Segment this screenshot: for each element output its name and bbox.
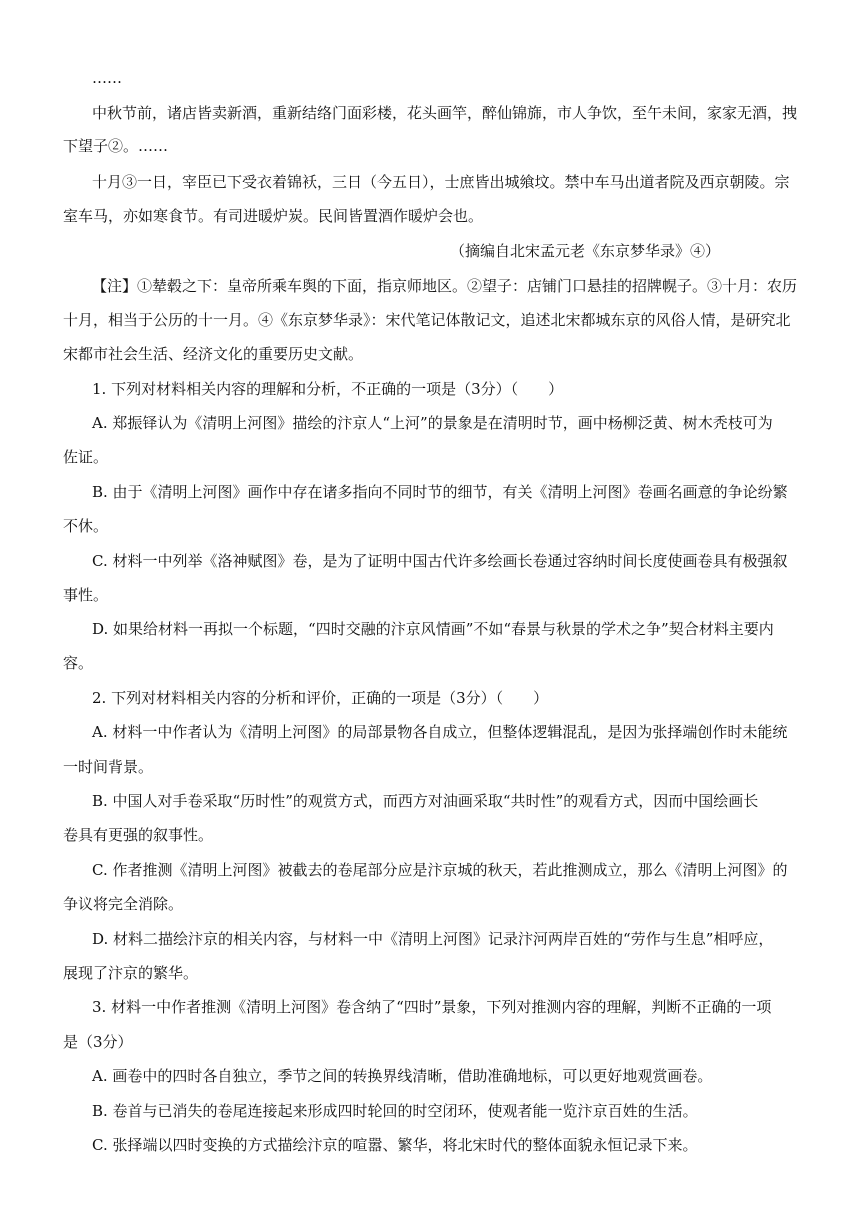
q3-option-b: B. 卷首与已消失的卷尾连接起来形成四时轮回的时空闭环，使观者能一览汴京百姓的生活。: [92, 1102, 698, 1120]
passage-ellipsis: ……: [92, 69, 122, 87]
q1-option-b-line-2: 不休。: [63, 517, 109, 535]
q1-option-a-line-1: A. 郑振铎认为《清明上河图》描绘的汴京人“上河”的景象是在清明时节，画中杨柳泛黄、树木秃枝可为: [92, 414, 773, 432]
notes-line-3: 宋都市社会生活、经济文化的重要历史文献。: [63, 345, 364, 363]
q1-option-d-line-1: D. 如果给材料一再拟一个标题，“四时交融的汴京风情画”不如“春景与秋景的学术之争”契合材料主要内: [92, 620, 774, 638]
q1-option-b-line-1: B. 由于《清明上河图》画作中存在诸多指向不同时节的细节，有关《清明上河图》卷画名画意的争论纷繁: [92, 483, 788, 501]
question-3-stem-line-1: 3. 材料一中作者推测《清明上河图》卷含纳了“四时”景象，下列对推测内容的理解，判断不正确的一项: [92, 998, 772, 1016]
notes-line-1: 【注】①辇毂之下：皇帝所乘车舆的下面，指京师地区。②望子：店铺门口悬挂的招牌幌子。③十月：农历: [92, 277, 798, 295]
q1-option-a-line-2: 佐证。: [63, 448, 109, 466]
q2-option-d-line-2: 展现了汴京的繁华。: [63, 964, 199, 982]
question-2-stem: 2. 下列对材料相关内容的分析和评价，正确的一项是（3分）（ ）: [92, 689, 549, 707]
passage-source: （摘编自北宋孟元老《东京梦华录》④）: [449, 242, 720, 260]
q2-option-a-line-2: 一时间背景。: [63, 758, 154, 776]
passage-mid-autumn-line-2: 下望子②。……: [63, 137, 169, 155]
q2-option-b-line-1: B. 中国人对手卷采取“历时性”的观赏方式，而西方对油画采取“共时性”的观看方式，因而中国绘画长: [92, 792, 759, 810]
q1-option-c-line-2: 事性。: [63, 586, 109, 604]
passage-tenth-month-line-1: 十月③一日，宰臣已下受衣着锦袄，三日（今五日），士庶皆出城飨坟。禁中车马出道者院及西京朝陵。宗: [92, 173, 790, 191]
passage-mid-autumn-line-1: 中秋节前，诸店皆卖新酒，重新结络门面彩楼，花头画竿，醉仙锦旆，市人争饮，至午未间，家家无酒，拽: [92, 104, 798, 122]
passage-tenth-month-line-2: 室车马，亦如寒食节。有司进暖炉炭。民间皆置酒作暖炉会也。: [63, 207, 484, 225]
q2-option-c-line-2: 争议将完全消除。: [63, 895, 184, 913]
q2-option-d-line-1: D. 材料二描绘汴京的相关内容，与材料一中《清明上河图》记录汴河两岸百姓的“劳作与生息”相呼应，: [92, 930, 774, 948]
q2-option-c-line-1: C. 作者推测《清明上河图》被截去的卷尾部分应是汴京城的秋天，若此推测成立，那么《清明上河图》的: [92, 861, 788, 879]
question-1-stem: 1. 下列对材料相关内容的理解和分析，不正确的一项是（3分）（ ）: [92, 380, 564, 398]
q1-option-d-line-2: 容。: [63, 654, 94, 672]
q2-option-b-line-2: 卷具有更强的叙事性。: [63, 826, 214, 844]
q2-option-a-line-1: A. 材料一中作者认为《清明上河图》的局部景物各自成立，但整体逻辑混乱，是因为张择端创作时未能统: [92, 723, 788, 741]
q3-option-c: C. 张择端以四时变换的方式描绘汴京的喧嚣、繁华，将北宋时代的整体面貌永恒记录下来。: [92, 1136, 698, 1154]
q1-option-c-line-1: C. 材料一中列举《洛神赋图》卷，是为了证明中国古代许多绘画长卷通过容纳时间长度使画卷具有极强叙: [92, 552, 788, 570]
q3-option-a: A. 画卷中的四时各自独立，季节之间的转换界线清晰，借助准确地标，可以更好地观赏画卷。: [92, 1067, 713, 1085]
notes-line-2: 十月，相当于公历的十一月。④《东京梦华录》：宋代笔记体散记文，追述北宋都城东京的风俗人情，是研究北: [63, 311, 791, 329]
question-3-stem-line-2: 是（3分）: [63, 1033, 133, 1051]
